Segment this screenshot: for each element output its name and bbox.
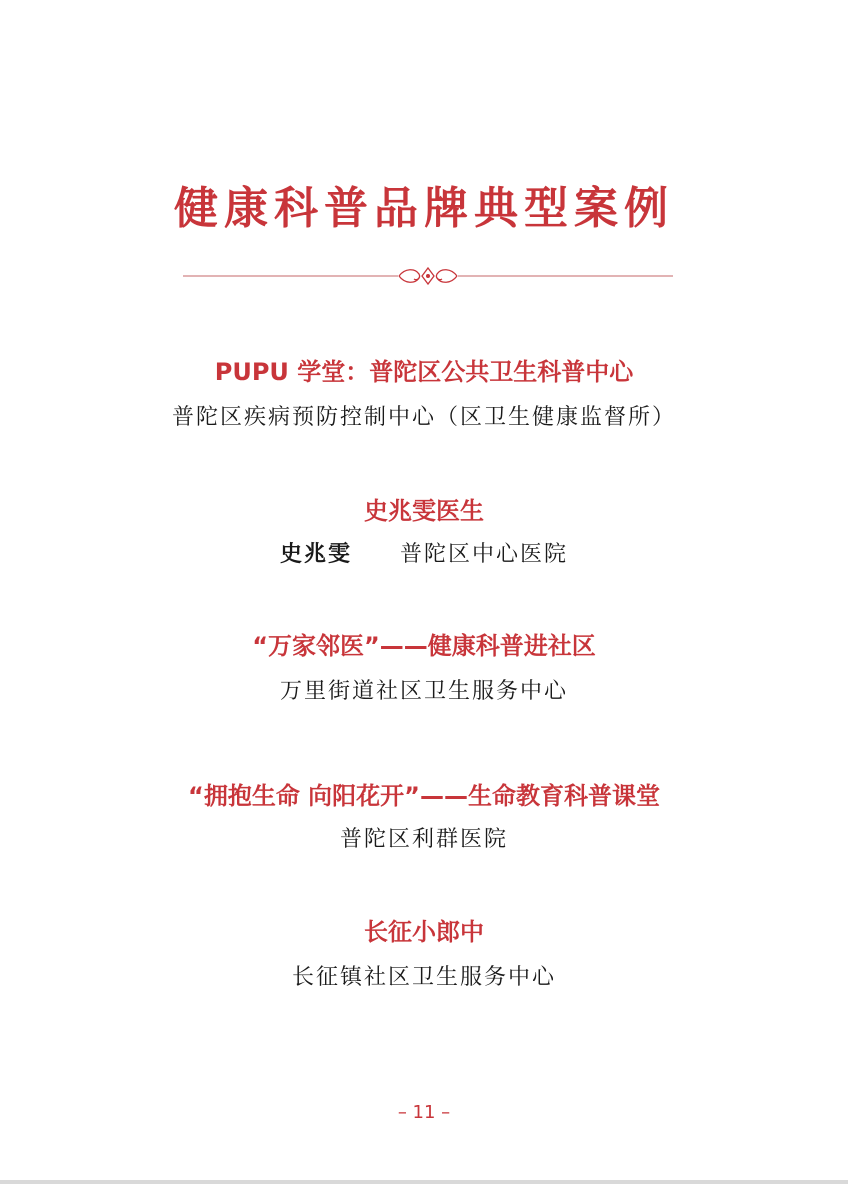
entry-organization: 长征镇社区卫生服务中心 xyxy=(291,965,556,990)
entry-title: PUPU 学堂：普陀区公共卫生科普中心 xyxy=(214,358,634,386)
page-title: 健康科普品牌典型案例 xyxy=(174,183,674,234)
entry-person-line xyxy=(0,537,848,568)
entry-title: “拥抱生命 向阳花开”——生命教育科普课堂 xyxy=(188,782,660,810)
entry-organization: 普陀区中心医院 xyxy=(400,542,569,567)
entry-organization: 普陀区疾病预防控制中心（区卫生健康监督所） xyxy=(171,405,676,430)
page-number: – 11 – xyxy=(397,1102,451,1123)
ornament-divider xyxy=(183,262,673,290)
entry-title: 长征小郎中 xyxy=(364,918,484,946)
entry-organization: 普陀区利群医院 xyxy=(339,827,508,852)
entry-title: 史兆雯医生 xyxy=(364,497,484,525)
entry-organization: 万里街道社区卫生服务中心 xyxy=(279,679,568,704)
entry-title: “万家邻医”——健康科普进社区 xyxy=(252,632,596,660)
person-name: 史兆雯 xyxy=(279,541,352,567)
